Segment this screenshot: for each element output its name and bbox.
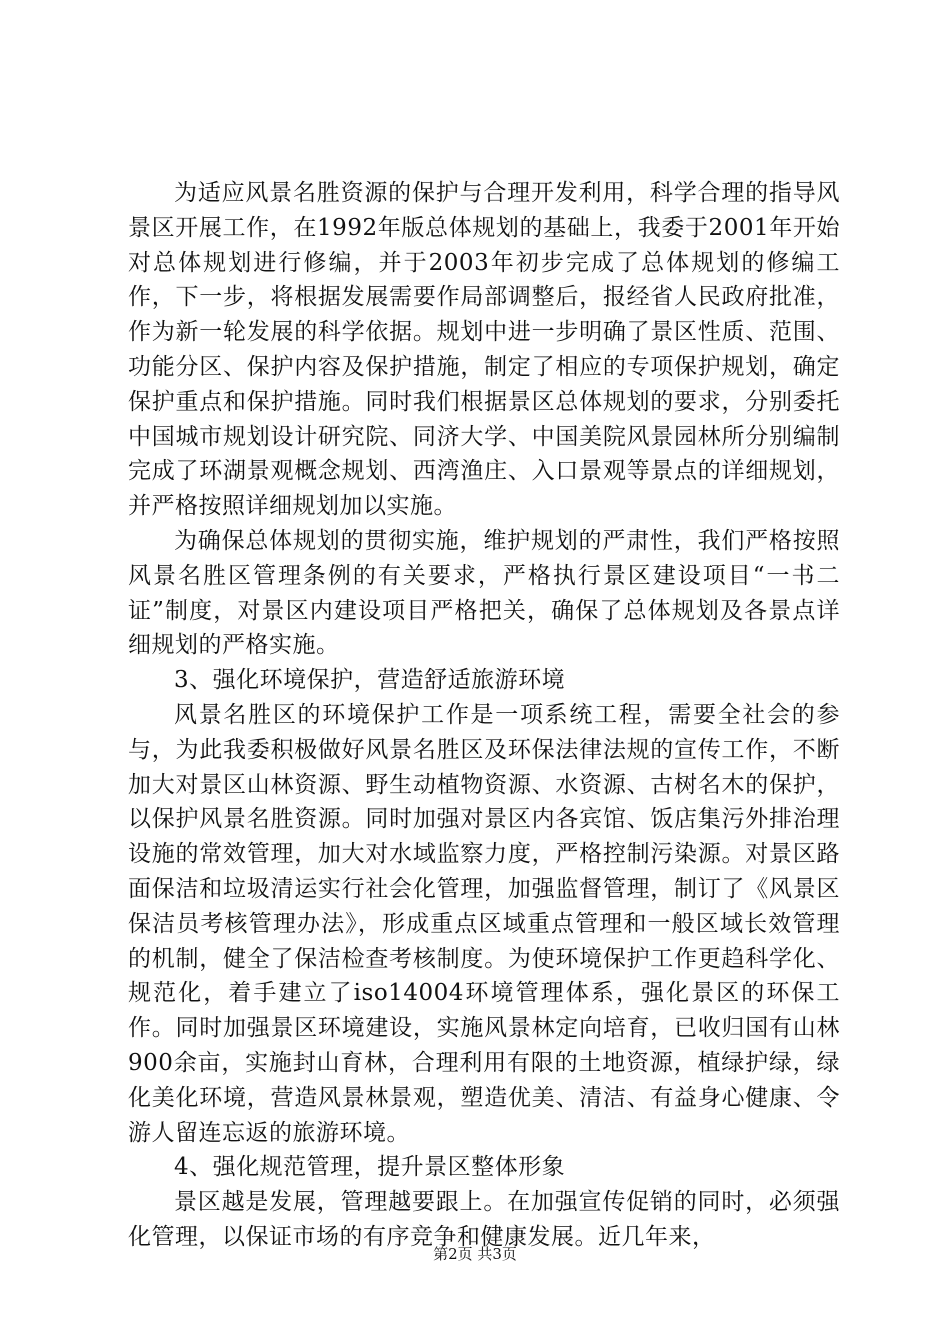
page-footer: 第2页 共3页 <box>433 1245 517 1263</box>
section-heading-3: 3、强化环境保护，营造舒适旅游环境 <box>174 667 566 694</box>
paragraph-environment: 风景名胜区的环境保护工作是一项系统工程，需要全社会的参与，为此我委积极做好风景名胜区及环保法律法规的宣传工作，不断加大对景区山林资源、野生动植物资源、水资源、古树名木的保护，以保护风景名胜资源。同时加强对景区内各宾馆、饭店集污外排治理设施的常效管理，加大对水域监察力度，严格控制污染源。对景区路面保洁和垃圾清运实行社会化管理，加强监督管理，制订了《风景区保洁员考核管理办法》，形成重点区域重点管理和一般区域长效管理的机制，健全了保洁检查考核制度。为使环境保护工作更趋科学化、规范化，着手建立了iso14004环境管理体系，强化景区的环保工作。同时加强景区环境建设，实施风景林定向培育，已收归国有山林900余亩，实施封山育林，合理利用有限的土地资源，植绿护绿，绿化美化环境，营造风景林景观，塑造优美、清洁、有益身心健康、令游人留连忘返的旅游环境。 <box>128 701 840 1146</box>
body-text <box>128 176 840 1255</box>
paragraph-planning: 为适应风景名胜资源的保护与合理开发利用，科学合理的指导风景区开展工作，在1992年版总体规划的基础上，我委于2001年开始对总体规划进行修编，并于2003年初步完成了总体规划的修编工作，下一步，将根据发展需要作局部调整后，报经省人民政府批准，作为新一轮发展的科学依据。规划中进一步明确了景区性质、范围、功能分区、保护内容及保护措施，制定了相应的专项保护规划，确定保护重点和保护措施。同时我们根据景区总体规划的要求，分别委托中国城市规划设计研究院、同济大学、中国美院风景园林所分别编制完成了环湖景观概念规划、西湾渔庄、入口景观等景点的详细规划，并严格按照详细规划加以实施。 <box>128 180 840 520</box>
section-heading-4: 4、强化规范管理，提升景区整体形象 <box>174 1154 566 1181</box>
paragraph-implementation: 为确保总体规划的贯彻实施，维护规划的严肃性，我们严格按照风景名胜区管理条例的有关要求，严格执行景区建设项目“一书二证”制度，对景区内建设项目严格把关，确保了总体规划及各景点详细规划的严格实施。 <box>128 527 840 659</box>
paragraph-management: 景区越是发展，管理越要跟上。在加强宣传促销的同时，必须强化管理，以保证市场的有序竞争和健康发展。近几年来， <box>128 1189 840 1250</box>
